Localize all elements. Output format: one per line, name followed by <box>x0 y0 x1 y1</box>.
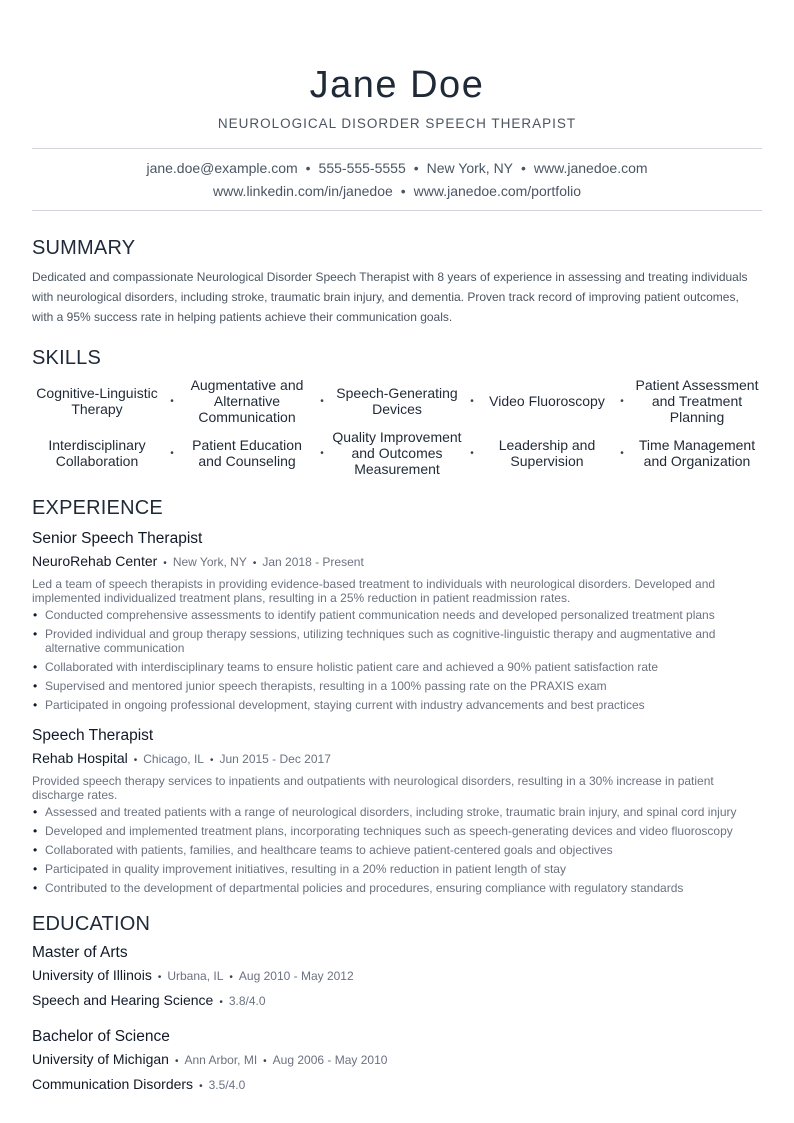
skill-item: Patient Education and Counseling <box>192 437 302 469</box>
bullet-text: Conducted comprehensive assessments to identify patient communication needs and developed personalized treatment plans <box>45 608 715 622</box>
website-link[interactable]: www.janedoe.com <box>533 160 648 176</box>
meta-separator: • <box>219 997 223 1008</box>
skill-item: Speech-Generating Devices <box>336 385 458 417</box>
bullet-marker: • <box>33 881 38 895</box>
list-item <box>32 862 762 876</box>
education-dates: Aug 2010 - May 2012 <box>238 969 354 983</box>
job-bullet-list <box>32 805 762 895</box>
meta-separator: • <box>252 558 257 569</box>
skill-separator: • <box>320 447 324 459</box>
education-field-row <box>32 990 762 1013</box>
school-location: Urbana, IL <box>167 969 224 983</box>
job-dates: Jun 2015 - Dec 2017 <box>219 752 331 766</box>
meta-separator: • <box>229 972 233 983</box>
gpa-value: 3.8/4.0 <box>228 994 266 1008</box>
skill-separator: • <box>470 447 474 459</box>
header-divider-bottom <box>32 210 762 211</box>
job-meta <box>32 748 762 771</box>
bullet-marker: • <box>33 660 38 674</box>
experience-entry <box>32 529 762 712</box>
meta-separator: • <box>199 1081 203 1092</box>
skill-item: Leadership and Supervision <box>498 437 596 469</box>
job-description: Led a team of speech therapists in providing evidence-based treatment to individuals with neurological disorders. Developed and implemented individualized treatment plans, resulting in a 25% reduction in patient readmission rates. <box>32 577 716 605</box>
bullet-marker: • <box>33 824 38 838</box>
contact-separator: • <box>400 183 406 199</box>
contact-separator: • <box>521 160 526 176</box>
job-location: Chicago, IL <box>143 752 204 766</box>
skills-row-2 <box>32 429 762 477</box>
school-name: University of Illinois <box>32 967 152 983</box>
job-meta <box>32 551 762 574</box>
location-text: New York, NY <box>426 160 514 176</box>
skill-item: Augmentative and Alternative Communication <box>190 377 304 425</box>
linkedin-link[interactable]: www.linkedin.com/in/janedoe <box>213 183 393 199</box>
list-item <box>32 824 762 838</box>
bullet-marker: • <box>33 679 38 693</box>
list-item <box>32 805 762 819</box>
contact-separator: • <box>305 160 311 176</box>
skill-separator: • <box>620 447 624 459</box>
list-item <box>32 881 762 895</box>
bullet-text: Provided individual and group therapy sessions, utilizing techniques such as cognitive-linguistic therapy and augmentative and alternative communication <box>45 627 716 655</box>
portfolio-link[interactable]: www.janedoe.com/portfolio <box>413 183 581 199</box>
bullet-marker: • <box>33 862 38 876</box>
summary-heading: SUMMARY <box>32 237 136 259</box>
school-location: Ann Arbor, MI <box>184 1053 258 1067</box>
gpa-value: 3.5/4.0 <box>208 1078 246 1092</box>
skill-item: Interdisciplinary Collaboration <box>48 437 146 469</box>
meta-separator: • <box>163 558 167 569</box>
skill-item: Video Fluoroscopy <box>489 393 605 409</box>
job-location: New York, NY <box>172 555 247 569</box>
bullet-text: Contributed to the development of departmental policies and procedures, ensuring compliance with regulatory standards <box>45 881 684 895</box>
bullet-marker: • <box>33 608 38 622</box>
job-bullet-list <box>32 608 762 712</box>
list-item <box>32 660 762 674</box>
bullet-text: Participated in quality improvement initiatives, resulting in a 20% reduction in patient length of stay <box>45 862 566 876</box>
education-dates: Aug 2006 - May 2010 <box>272 1053 388 1067</box>
bullet-text: Collaborated with patients, families, and healthcare teams to achieve patient-centered goals and objectives <box>45 843 613 857</box>
candidate-title: NEUROLOGICAL DISORDER SPEECH THERAPIST <box>217 116 577 131</box>
field-of-study: Communication Disorders <box>32 1076 194 1092</box>
skill-item: Patient Assessment and Treatment Planning <box>635 377 759 425</box>
job-title: Speech Therapist <box>32 727 154 744</box>
education-entry <box>32 1027 762 1097</box>
skill-item: Time Management and Organization <box>638 437 756 469</box>
bullet-marker: • <box>33 627 38 641</box>
skill-item: Cognitive-Linguistic Therapy <box>36 385 158 417</box>
skill-item: Quality Improvement and Outcomes Measurement <box>332 429 462 477</box>
phone-number[interactable]: 555-555-5555 <box>318 160 406 176</box>
candidate-name: Jane Doe <box>309 64 485 106</box>
skill-separator: • <box>170 395 174 407</box>
skill-separator: • <box>320 395 324 407</box>
school-name: University of Michigan <box>32 1051 169 1067</box>
meta-separator: • <box>263 1056 267 1067</box>
degree-title: Bachelor of Science <box>32 1028 170 1045</box>
education-meta <box>32 1049 762 1072</box>
list-item <box>32 698 762 712</box>
contact-block <box>32 149 762 210</box>
skills-heading: SKILLS <box>32 347 102 369</box>
bullet-marker: • <box>33 698 38 712</box>
skill-separator: • <box>620 395 624 407</box>
bullet-text: Collaborated with interdisciplinary teams to ensure holistic patient care and achieved a 90% patient satisfaction rate <box>45 660 659 674</box>
meta-separator: • <box>157 972 162 983</box>
summary-text: Dedicated and compassionate Neurological Disorder Speech Therapist with 8 years of experience in assessing and treating individuals with neurological disorders, including stroke, traumatic brain injury, and dementia. Proven track record of improving patient outcomes, with a 95% success rate in helping patients achieve their communication goals. <box>32 270 748 324</box>
list-item <box>32 627 762 655</box>
email-link[interactable]: jane.doe@example.com <box>146 160 298 176</box>
contact-row-1 <box>32 157 762 180</box>
bullet-text: Developed and implemented treatment plans, incorporating techniques such as speech-generating devices and video fluoroscopy <box>45 824 733 838</box>
experience-heading: EXPERIENCE <box>32 497 163 519</box>
list-item <box>32 843 762 857</box>
contact-row-2 <box>32 180 762 203</box>
skills-grid <box>32 377 762 477</box>
skill-separator: • <box>170 447 174 459</box>
experience-entry <box>32 726 762 895</box>
field-of-study: Speech and Hearing Science <box>32 992 214 1008</box>
company-name: NeuroRehab Center <box>32 553 158 569</box>
skills-row-1 <box>32 377 762 425</box>
meta-separator: • <box>133 755 138 766</box>
job-description: Provided speech therapy services to inpatients and outpatients with neurological disorders, resulting in a 30% increase in patient discharge rates. <box>32 774 714 802</box>
bullet-marker: • <box>33 805 38 819</box>
job-dates: Jan 2018 - Present <box>262 555 364 569</box>
degree-title: Master of Arts <box>32 944 128 961</box>
education-heading: EDUCATION <box>32 913 151 935</box>
education-field-row <box>32 1074 762 1097</box>
skill-separator: • <box>470 395 474 407</box>
bullet-text: Supervised and mentored junior speech therapists, resulting in a 100% passing rate on the PRAXIS exam <box>45 679 607 693</box>
education-meta <box>32 965 762 988</box>
contact-separator: • <box>413 160 419 176</box>
education-entry <box>32 943 762 1013</box>
meta-separator: • <box>209 755 214 766</box>
meta-separator: • <box>174 1056 179 1067</box>
bullet-text: Assessed and treated patients with a range of neurological disorders, including stroke, traumatic brain injury, and spinal cord injury <box>45 805 737 819</box>
bullet-marker: • <box>33 843 38 857</box>
bullet-text: Participated in ongoing professional development, staying current with industry advancements and best practices <box>45 698 645 712</box>
list-item <box>32 679 762 693</box>
company-name: Rehab Hospital <box>32 750 128 766</box>
job-title: Senior Speech Therapist <box>32 530 203 547</box>
resume-page <box>32 0 762 1097</box>
list-item <box>32 608 762 622</box>
